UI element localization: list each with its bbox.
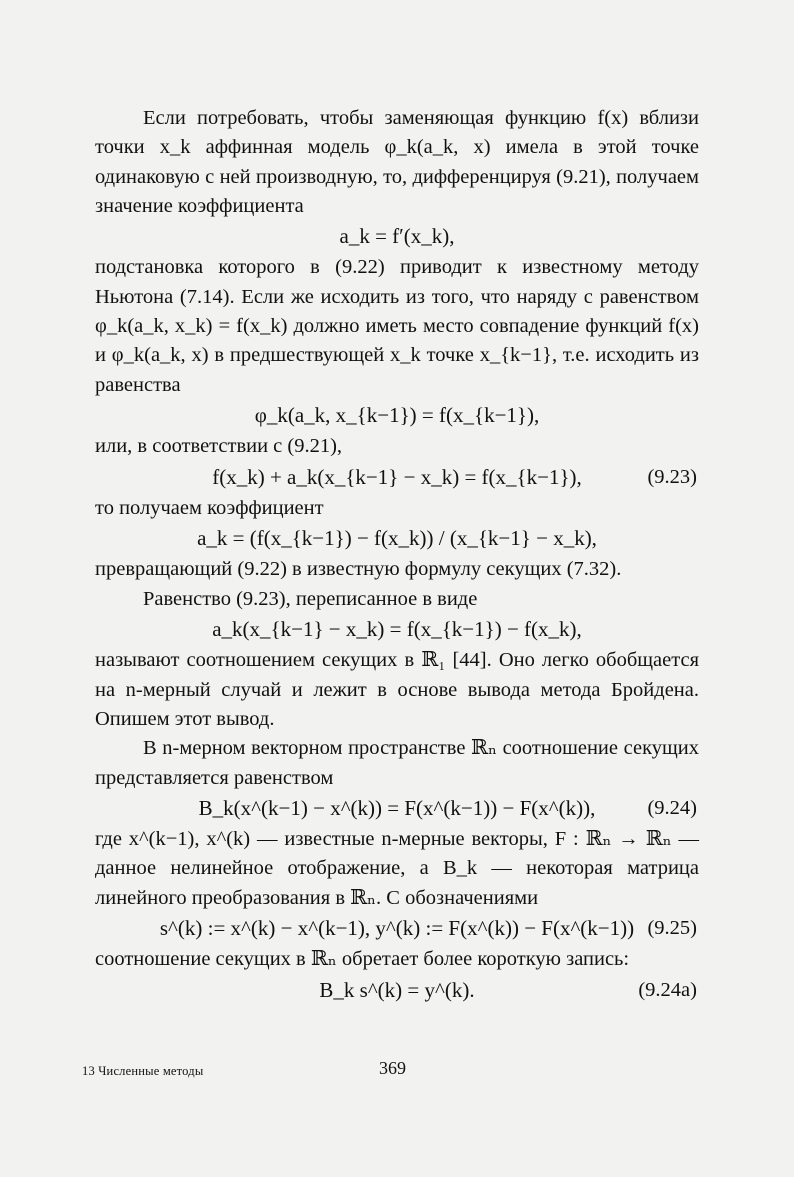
equation-ak-fraction [95, 524, 699, 554]
footer-signature: 13 Численные методы [82, 1064, 204, 1078]
equation-rewrite-formula: a_k(x_{k−1} − x_k) = f(x_{k−1}) − f(x_k), [212, 617, 582, 642]
paragraph-8: В n-мерном векторном пространстве ℝₙ соотношение секущих представляется равенством [95, 737, 699, 789]
paragraph-2: подстановка которого в (9.22) приводит к известному методу Ньютона (7.14). Если же исходить из того, что наряду с равенством φ_k(a_k, x_k) = f(x_k) должно иметь место совпадение функций f(x) и φ_k(a_k, x) в предшествующей x_k точке x_{k−1}, т.е. исходить из равенства [95, 256, 699, 396]
equation-newton [95, 222, 699, 252]
paragraph-7: называют соотношением секущих в ℝ₁ [44]. Оно легко обобщается на n-мерный случай и лежит в основе вывода метода Бройдена. Опишем этот вывод. [95, 649, 699, 730]
equation-9-23-formula: f(x_k) + a_k(x_{k−1} − x_k) = f(x_{k−1}), [212, 464, 582, 489]
equation-9-25 [95, 914, 699, 944]
equation-newton-formula: a_k = f′(x_k), [339, 224, 455, 249]
equation-phi-formula: φ_k(a_k, x_{k−1}) = f(x_{k−1}), [254, 402, 540, 427]
paragraph-5: превращающий (9.22) в известную формулу секущих (7.32). [95, 558, 622, 581]
paragraph-4: то получаем коэффициент [95, 496, 324, 519]
equation-9-24-number: (9.24) [647, 796, 697, 819]
body-text [95, 104, 699, 1007]
equation-phi [95, 401, 699, 431]
equation-9-24 [95, 794, 699, 824]
equation-9-25-formula: s^(k) := x^(k) − x^(k−1), y^(k) := F(x^(k)) − F(x^(k−1)) [159, 916, 635, 941]
paragraph-6: Равенство (9.23), переписанное в виде [143, 587, 478, 610]
equation-9-23 [95, 463, 699, 493]
equation-rewrite [95, 615, 699, 645]
equation-9-23-number: (9.23) [647, 465, 697, 488]
paragraph-1: Если потребовать, чтобы заменяющая функцию f(x) вблизи точки x_k аффинная модель φ_k(a_k, x) имела в этой точке одинаковую с ней производную, то, дифференцируя (9.21), получаем значение коэффициента [95, 107, 699, 217]
equation-9-24a-number: (9.24a) [638, 978, 697, 1001]
equation-9-24-formula: B_k(x^(k−1) − x^(k)) = F(x^(k−1)) − F(x^(k)), [198, 795, 596, 820]
equation-9-24a-formula: B_k s^(k) = y^(k). [319, 977, 475, 1002]
equation-9-24a [95, 976, 699, 1006]
page-number: 369 [379, 1058, 406, 1078]
paragraph-3: или, в соответствии с (9.21), [95, 435, 343, 458]
paragraph-10: соотношение секущих в ℝₙ обретает более короткую запись: [95, 948, 630, 971]
equation-ak-formula: a_k = (f(x_{k−1}) − f(x_k)) / (x_{k−1} − x_k), [197, 526, 597, 551]
paragraph-9: где x^(k−1), x^(k) — известные n-мерные векторы, F : ℝₙ → ℝₙ — данное нелинейное отображение, а B_k — некоторая матрица линейного преобразования в ℝₙ. С обозначениями [95, 828, 699, 909]
equation-9-25-number: (9.25) [647, 917, 697, 940]
